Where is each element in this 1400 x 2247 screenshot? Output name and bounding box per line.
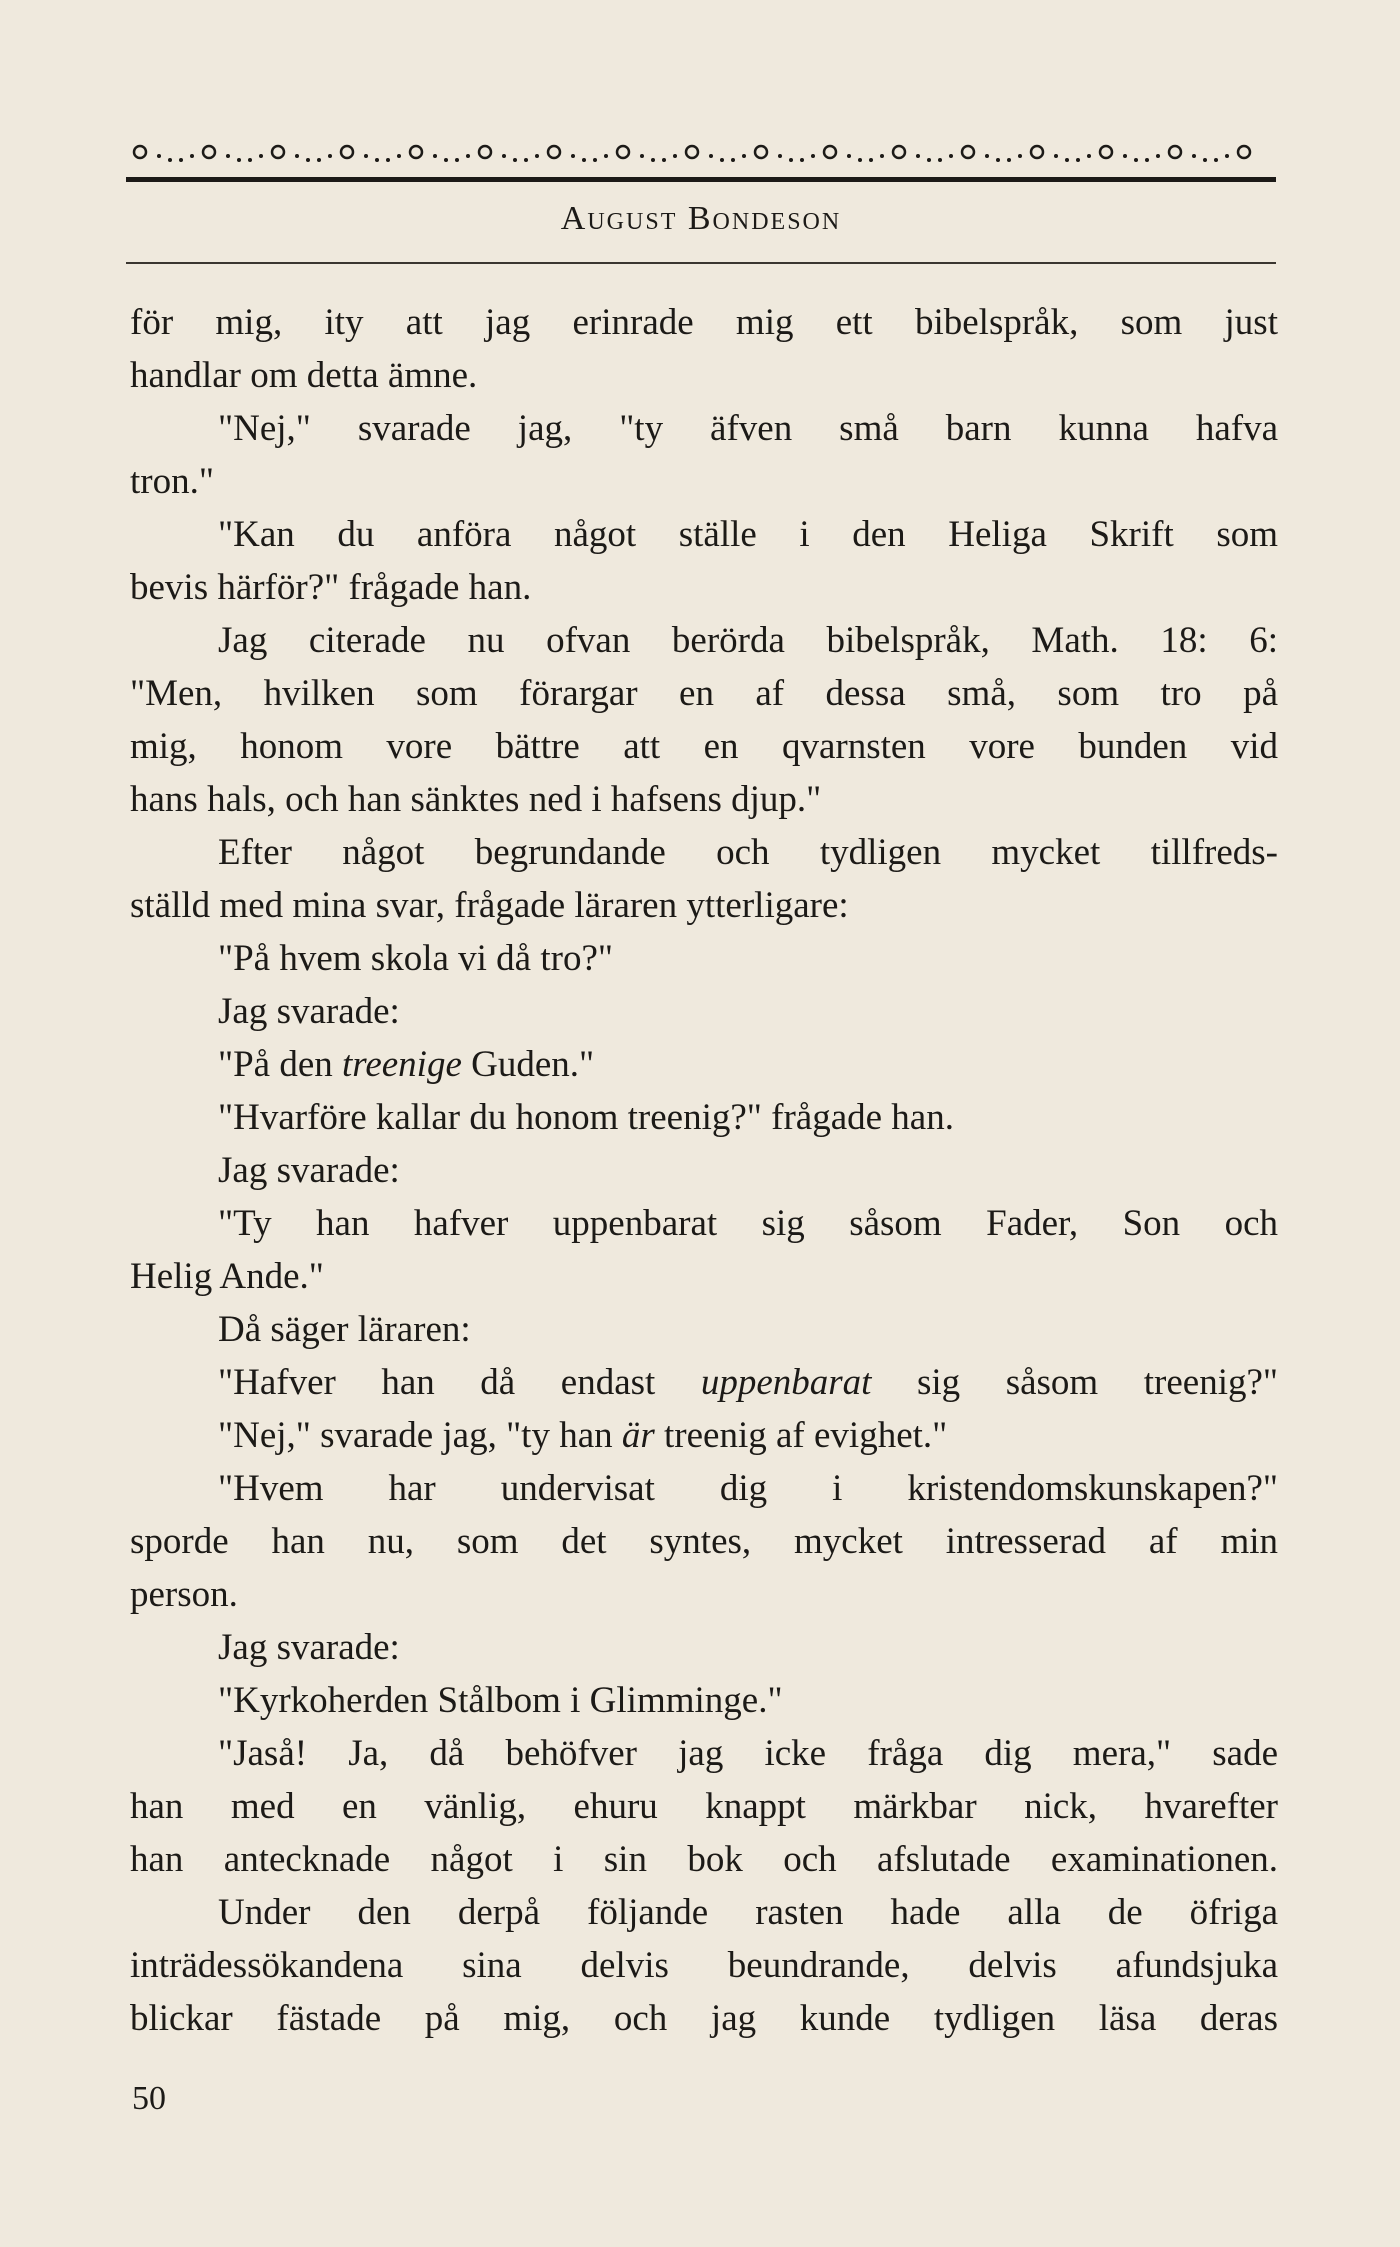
text-segment: sporde han nu, som det syntes, mycket intresserad af min: [130, 1521, 1278, 1562]
text-segment: tron.": [130, 461, 214, 502]
text-segment: "Men, hvilken som förargar en af dessa små, som tro på: [130, 673, 1278, 714]
ornament-dot: [673, 154, 677, 158]
ornament-dot: [502, 154, 506, 158]
ornament-dot: [1007, 158, 1011, 162]
text-line: [130, 1515, 1278, 1568]
ornament-dot: [433, 154, 437, 158]
ornament-ring: [617, 146, 629, 158]
text-line: [130, 1568, 1278, 1621]
italic-text: är: [621, 1415, 655, 1456]
ornament-dot: [582, 158, 586, 162]
ornament-dot: [778, 154, 782, 158]
ornament-dot: [651, 158, 655, 162]
ornament-ring: [272, 146, 284, 158]
ornament-dot: [593, 158, 597, 162]
ornament-dot: [709, 154, 713, 158]
ornament-dot: [295, 154, 299, 158]
ornament-dot: [571, 154, 575, 158]
text-segment: "Nej," svarade jag, "ty äfven små barn kunna hafva: [218, 408, 1278, 449]
text-segment: Helig Ande.": [130, 1256, 324, 1297]
ornament-ring: [1169, 146, 1181, 158]
text-segment: inträdessökandena sina delvis beundrande, delvis afundsjuka: [130, 1945, 1278, 1986]
text-segment: Efter något begrundande och tydligen mycket tillfreds-: [218, 832, 1278, 873]
ornament-dot: [1192, 154, 1196, 158]
ornament-ring: [203, 146, 215, 158]
ornament-dot: [1134, 158, 1138, 162]
ornament-dot: [640, 154, 644, 158]
text-line: [130, 614, 1278, 667]
ornament-dot: [397, 154, 401, 158]
ornament-dot: [858, 158, 862, 162]
ornament-dot: [1145, 158, 1149, 162]
text-segment: handlar om detta ämne.: [130, 355, 478, 396]
ornament-dot: [800, 158, 804, 162]
ornament-dot: [789, 158, 793, 162]
ornament-dot: [190, 154, 194, 158]
ornament-dot: [916, 154, 920, 158]
ornament-ring: [686, 146, 698, 158]
text-line: [130, 455, 1278, 508]
text-segment: "På den: [218, 1044, 343, 1085]
ornament-ring: [548, 146, 560, 158]
ornament-dot: [237, 158, 241, 162]
ornament-ring: [755, 146, 767, 158]
text-line: [130, 1409, 1278, 1462]
text-line: [130, 1356, 1278, 1409]
ornament-dot: [1203, 158, 1207, 162]
ornament-dot: [731, 158, 735, 162]
ornament-dot: [1214, 158, 1218, 162]
text-line: [130, 1091, 1278, 1144]
ornament-dot: [985, 154, 989, 158]
ornament-dot: [811, 154, 815, 158]
text-segment: ställd med mina svar, frågade läraren ytterligare:: [130, 885, 849, 926]
text-line: [130, 508, 1278, 561]
ornament-ring: [479, 146, 491, 158]
text-line: [130, 296, 1278, 349]
text-line: [130, 1462, 1278, 1515]
ornament-dot: [317, 158, 321, 162]
text-line: [130, 773, 1278, 826]
decorative-border-ornament: [126, 132, 1276, 192]
text-line: [130, 985, 1278, 1038]
page-number: 50: [132, 2080, 166, 2117]
text-segment: Jag citerade nu ofvan berörda bibelspråk, Math. 18: 6:: [218, 620, 1278, 661]
ornament-dot: [938, 158, 942, 162]
ornament-dot: [328, 154, 332, 158]
ornament-ring: [962, 146, 974, 158]
text-segment: Jag svarade:: [218, 1627, 400, 1668]
ornament-dot: [847, 154, 851, 158]
ornament-dot: [157, 154, 161, 158]
ornament-dot: [604, 154, 608, 158]
body-text: [130, 296, 1278, 2045]
text-line: [130, 1886, 1278, 1939]
ornament-dot: [386, 158, 390, 162]
text-line: [130, 1780, 1278, 1833]
ornament-dot: [179, 158, 183, 162]
text-line: [130, 667, 1278, 720]
text-line: [130, 349, 1278, 402]
ornament-ring: [1100, 146, 1112, 158]
ornament-dot: [466, 154, 470, 158]
ornament-dot: [259, 154, 263, 158]
ornament-dot: [306, 158, 310, 162]
ornament-dot: [524, 158, 528, 162]
text-segment: treenig af evighet.": [654, 1415, 948, 1456]
text-segment: sig såsom treenig?": [871, 1362, 1278, 1403]
text-line: [130, 1303, 1278, 1356]
text-segment: "Nej," svarade jag, "ty han: [218, 1415, 622, 1456]
ornament-dot: [1225, 154, 1229, 158]
ornament-dot: [1076, 158, 1080, 162]
text-line: [130, 1833, 1278, 1886]
italic-text: treenige: [342, 1044, 462, 1085]
ornament-dot: [662, 158, 666, 162]
ornament-dot: [949, 154, 953, 158]
text-segment: "Hvem har undervisat dig i kristendomskunskapen?": [218, 1468, 1278, 1509]
text-segment: bevis härför?" frågade han.: [130, 567, 532, 608]
text-segment: han med en vänlig, ehuru knappt märkbar nick, hvarefter: [130, 1786, 1278, 1827]
text-line: [130, 826, 1278, 879]
text-line: [130, 720, 1278, 773]
text-line: [130, 879, 1278, 932]
ornament-dot: [535, 154, 539, 158]
ornament-ring: [134, 146, 146, 158]
text-segment: "Hafver han då endast: [218, 1362, 701, 1403]
text-segment: Jag svarade:: [218, 1150, 400, 1191]
ornament-dot: [455, 158, 459, 162]
text-line: [130, 932, 1278, 985]
header-rule: [126, 262, 1276, 264]
ornament-dot: [226, 154, 230, 158]
text-segment: "Kan du anföra något ställe i den Heliga Skrift som: [218, 514, 1278, 555]
text-segment: för mig, ity att jag erinrade mig ett bibelspråk, som just: [130, 302, 1278, 343]
text-segment: hans hals, och han sänktes ned i hafsens djup.": [130, 779, 822, 820]
ornament-ring: [341, 146, 353, 158]
ornament-dot: [742, 154, 746, 158]
text-line: [130, 1621, 1278, 1674]
ornament-ring: [410, 146, 422, 158]
text-line: [130, 1939, 1278, 1992]
ornament-dot: [375, 158, 379, 162]
text-segment: Då säger läraren:: [218, 1309, 471, 1350]
text-line: [130, 402, 1278, 455]
text-segment: "Kyrkoherden Stålbom i Glimminge.": [218, 1680, 783, 1721]
text-segment: "Jaså! Ja, då behöfver jag icke fråga dig mera," sade: [218, 1733, 1278, 1774]
text-segment: "På hvem skola vi då tro?": [218, 938, 613, 979]
ornament-ring: [1238, 146, 1250, 158]
text-segment: Under den derpå följande rasten hade alla de öfriga: [218, 1892, 1278, 1933]
ornament-dot: [880, 154, 884, 158]
ornament-dot: [1018, 154, 1022, 158]
text-line: [130, 1727, 1278, 1780]
text-segment: mig, honom vore bättre att en qvarnsten vore bunden vid: [130, 726, 1278, 767]
text-line: [130, 1992, 1278, 2045]
ornament-dot: [248, 158, 252, 162]
ornament-dot: [444, 158, 448, 162]
text-line: [130, 1038, 1278, 1091]
text-segment: person.: [130, 1574, 238, 1615]
ornament-dot: [720, 158, 724, 162]
ornament-ring: [893, 146, 905, 158]
text-segment: "Ty han hafver uppenbarat sig såsom Fader, Son och: [218, 1203, 1278, 1244]
ornament-dot: [168, 158, 172, 162]
text-segment: han antecknade något i sin bok och afslutade examinationen.: [130, 1839, 1278, 1880]
text-segment: "Hvarföre kallar du honom treenig?" frågade han.: [218, 1097, 954, 1138]
ornament-dot: [1054, 154, 1058, 158]
text-line: [130, 1144, 1278, 1197]
ornament-dot: [364, 154, 368, 158]
italic-text: uppenbarat: [700, 1362, 872, 1403]
text-segment: blickar fästade på mig, och jag kunde tydligen läsa deras: [130, 1998, 1278, 2039]
ornament-dot: [1087, 154, 1091, 158]
ornament-dot: [996, 158, 1000, 162]
ornament-dot: [927, 158, 931, 162]
ornament-dot: [1123, 154, 1127, 158]
ornament-dot: [1156, 154, 1160, 158]
text-line: [130, 1674, 1278, 1727]
text-segment: Guden.": [461, 1044, 595, 1085]
ornament-ring: [1031, 146, 1043, 158]
ornament-dot: [869, 158, 873, 162]
ornament-dot: [1065, 158, 1069, 162]
text-line: [130, 561, 1278, 614]
text-line: [130, 1250, 1278, 1303]
ornament-ring: [824, 146, 836, 158]
text-segment: Jag svarade:: [218, 991, 400, 1032]
ornament-dot: [513, 158, 517, 162]
text-line: [130, 1197, 1278, 1250]
running-head: August Bondeson: [560, 200, 842, 237]
